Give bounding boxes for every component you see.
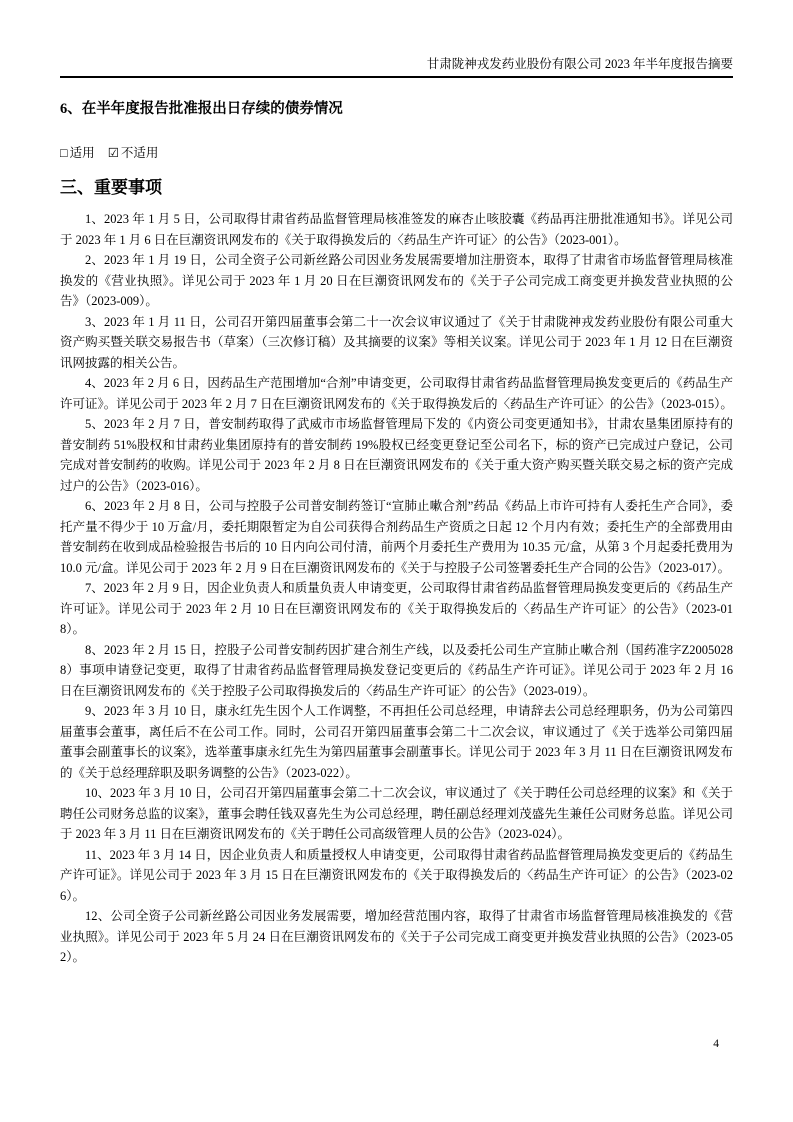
matter-paragraph: 7、2023 年 2 月 9 日，因企业负责人和质量负责人申请变更，公司取得甘肃省药品监督管理局换发变更后的《药品生产许可证》。详见公司于 2023 年 2 月 10 日在巨潮资讯网发布的《关于取得换发后的〈药品生产许可证〉的公告》（2023-018）。: [60, 581, 733, 636]
checkbox-unchecked-icon: □: [60, 146, 68, 160]
matter-paragraph: 8、2023 年 2 月 15 日，控股子公司普安制药因扩建合剂生产线，以及委托公司生产宣肺止嗽合剂（国药准字Z20050288）事项申请登记变更，取得了甘肃省药品监督管理局换发登记变更后的《药品生产许可证》。详见公司于 2023 年 2 月 16 日在巨潮资讯网发布的《关于控股子公司取得换发后的〈药品生产许可证〉的公告》（2023-019）。: [60, 642, 733, 698]
not-applicable-label: 不适用: [120, 146, 159, 160]
applicable-label: 适用: [69, 146, 95, 160]
applicable-option: [60, 146, 98, 160]
not-applicable-option: [108, 146, 159, 160]
matter-paragraph: 3、2023 年 1 月 11 日，公司召开第四届董事会第二十一次会议审议通过了《关于甘肃陇神戎发药业股份有限公司重大资产购买暨关联交易报告书（草案）（三次修订稿）及其摘要的议案》等相关议案。详见公司于 2023 年 1 月 12 日在巨潮资讯网披露的相关公告。: [60, 314, 733, 370]
page-number: 4: [713, 1038, 719, 1050]
matter-paragraph: 4、2023 年 2 月 6 日，因药品生产范围增加“合剂”申请变更，公司取得甘肃省药品监督管理局换发变更后的《药品生产许可证》。详见公司于 2023 年 2 月 7 日在巨潮资讯网发布的《关于取得换发后的〈药品生产许可证〉的公告》（2023-015）。: [60, 376, 733, 411]
matter-paragraph: 9、2023 年 3 月 10 日，康永红先生因个人工作调整，不再担任公司总经理，申请辞去公司总经理职务，仍为公司第四届董事会董事，离任后不在公司工作。同时，公司召开第四届董事会第二十二次会议，审议通过了《关于选举公司第四届董事会副董事长的议案》，选举董事康永红先生为第四届董事会副董事长。详见公司于 2023 年 3 月 11 日在巨潮资讯网发布的《关于总经理辞职及职务调整的公告》（2023-022）。: [60, 704, 733, 780]
matter-paragraph: 12、公司全资子公司新丝路公司因业务发展需要，增加经营范围内容，取得了甘肃省市场监督管理局核准换发的《营业执照》。详见公司于 2023 年 5 月 24 日在巨潮资讯网发布的《关于子公司完成工商变更并换发营业执照的公告》（2023-052）。: [60, 909, 733, 964]
matter-paragraph: 1、2023 年 1 月 5 日，公司取得甘肃省药品监督管理局核准签发的麻杏止咳胶囊《药品再注册批准通知书》。详见公司于 2023 年 1 月 6 日在巨潮资讯网发布的《关于取得换发后的〈药品生产许可证〉的公告》（2023-001）。: [60, 212, 733, 247]
important-matters-heading: 三、重要事项: [60, 178, 162, 197]
matter-paragraph: 6、2023 年 2 月 8 日，公司与控股子公司普安制药签订“宣肺止嗽合剂”药品《药品上市许可持有人委托生产合同》，委托产量不得少于 10 万盒/月，委托期限暂定为自公司获得合剂药品生产资质之日起 12 个月内有效；委托生产的全部费用由普安制药在收到成品检验报告书后的 10 日内向公司付清，前两个月委托生产费用为 10.35 元/盒，从第 3 个月起委托费用为 10.0 元/盒。详见公司于 2023 年 2 月 9 日在巨潮资讯网发布的《关于与控股子公司签署委托生产合同的公告》（2023-017）。: [60, 499, 733, 575]
bond-section-heading: 6、在半年度报告批准报出日存续的债券情况: [60, 101, 343, 117]
important-matters-list: [60, 209, 733, 968]
page-header: [60, 0, 733, 78]
checkbox-checked-icon: ☑: [107, 146, 119, 160]
applicability-options: [60, 145, 733, 161]
matter-paragraph: 11、2023 年 3 月 14 日，因企业负责人和质量授权人申请变更，公司取得甘肃省药品监督管理局换发变更后的《药品生产许可证》。详见公司于 2023 年 3 月 15 日在巨潮资讯网发布的《关于取得换发后的〈药品生产许可证〉的公告》（2023-026）。: [60, 847, 733, 903]
matter-paragraph: 5、2023 年 2 月 7 日，普安制药取得了武威市市场监督管理局下发的《内资公司变更通知书》，甘肃农垦集团原持有的普安制药 51%股权和甘肃药业集团原持有的普安制药 19%股权已经变更登记至公司名下，标的资产已完成过户登记，公司完成对普安制药的收购。详见公司于 2023 年 2 月 8 日在巨潮资讯网发布的《关于重大资产购买暨关联交易之标的资产完成过户的公告》（2023-016）。: [60, 417, 733, 493]
document-title: 甘肃陇神戎发药业股份有限公司 2023 年半年度报告摘要: [426, 57, 733, 71]
matter-paragraph: 2、2023 年 1 月 19 日，公司全资子公司新丝路公司因业务发展需要增加注册资本，取得了甘肃省市场监督管理局核准换发的《营业执照》。详见公司于 2023 年 1 月 20 日在巨潮资讯网发布的《关于子公司完成工商变更并换发营业执照的公告》（2023-009）。: [60, 253, 733, 308]
matter-paragraph: 10、2023 年 3 月 10 日，公司召开第四届董事会第二十二次会议，审议通过了《关于聘任公司总经理的议案》和《关于聘任公司财务总监的议案》，董事会聘任钱双喜先生为公司总经理，聘任副总经理刘茂盛先生兼任公司财务总监。详见公司于 2023 年 3 月 11 日在巨潮资讯网发布的《关于聘任公司高级管理人员的公告》（2023-024）。: [60, 786, 733, 841]
